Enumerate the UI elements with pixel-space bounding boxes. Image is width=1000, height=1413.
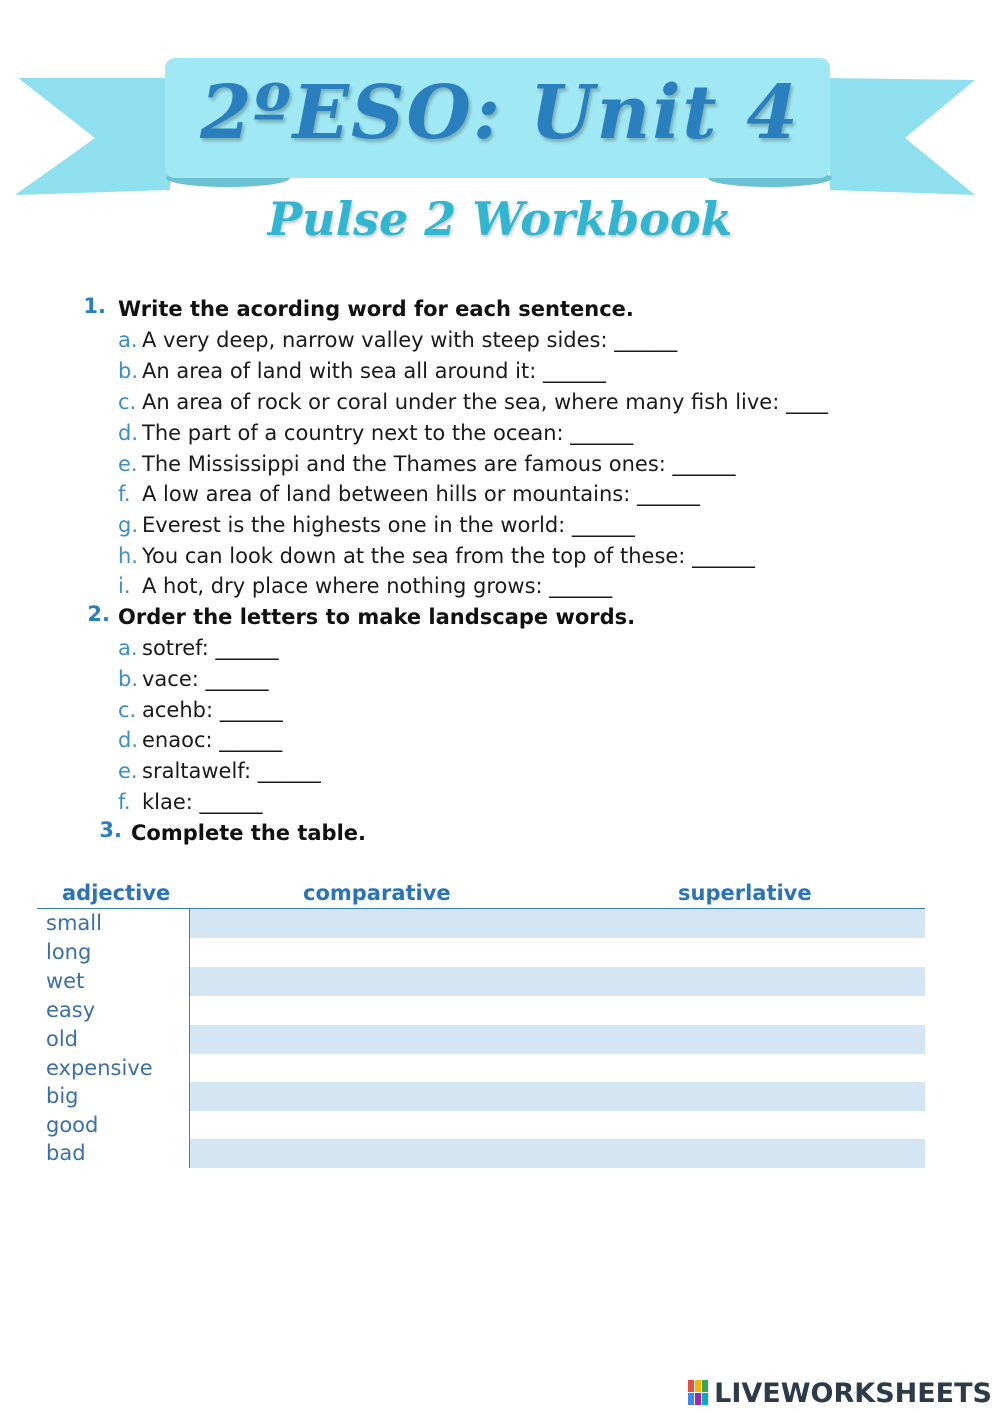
- item-text: An area of rock or coral under the sea, where many fish live: ____: [142, 390, 828, 414]
- q2-item-a: [118, 633, 279, 663]
- q1-item-c: [118, 387, 828, 417]
- page-subtitle: Pulse 2 Workbook: [267, 192, 733, 246]
- answer-cells[interactable]: [190, 1054, 925, 1083]
- table-row: [37, 967, 925, 996]
- answer-cells[interactable]: [190, 1025, 925, 1054]
- item-letter: e.: [118, 759, 138, 783]
- table-row: [37, 1054, 925, 1083]
- table-row: [37, 1111, 925, 1140]
- adjective-cell: small: [46, 911, 102, 935]
- item-text: sraltawelf: ______: [142, 759, 321, 783]
- item-letter: b.: [118, 667, 139, 691]
- q1-item-a: [118, 325, 677, 355]
- adjective-cell: old: [46, 1027, 79, 1051]
- item-text: An area of land with sea all around it: ______: [142, 359, 606, 383]
- table-column-divider: [189, 909, 190, 1168]
- item-text: klae: ______: [142, 790, 263, 814]
- adjective-cell: expensive: [46, 1056, 153, 1080]
- item-text: The part of a country next to the ocean: ______: [142, 421, 634, 445]
- item-text: A low area of land between hills or mountains: ______: [142, 482, 700, 506]
- item-letter: h.: [118, 544, 138, 568]
- answer-cells[interactable]: [190, 967, 925, 996]
- q1-item-i: [118, 571, 612, 601]
- answer-cells[interactable]: [190, 1082, 925, 1111]
- q2-item-b: [118, 664, 269, 694]
- item-letter: i.: [118, 574, 131, 598]
- page-title: 2ºESO: Unit 4: [200, 70, 800, 156]
- footer-brand-text: LIVEWORKSHEETS: [714, 1377, 992, 1409]
- answer-cells[interactable]: [190, 938, 925, 967]
- question-1-heading: Write the acording word for each sentence.: [118, 297, 634, 321]
- q2-item-c: [118, 695, 283, 725]
- q1-item-b: [118, 356, 606, 386]
- table-row: [37, 1082, 925, 1111]
- adjective-cell: wet: [46, 969, 85, 993]
- item-letter: f.: [118, 482, 131, 506]
- q1-item-h: [118, 541, 755, 571]
- answer-cells[interactable]: [190, 1111, 925, 1140]
- question-3-number: 3.: [99, 818, 122, 842]
- answer-cells[interactable]: [190, 1139, 925, 1168]
- item-text: A hot, dry place where nothing grows: ______: [142, 574, 613, 598]
- item-letter: f.: [118, 790, 131, 814]
- item-text: enaoc: ______: [142, 728, 283, 752]
- question-1-number: 1.: [83, 294, 106, 318]
- q2-item-f: [118, 787, 263, 817]
- answer-cells[interactable]: [190, 996, 925, 1025]
- table-row: [37, 1139, 925, 1168]
- table-header-adjective: adjective: [62, 881, 171, 905]
- item-letter: a.: [118, 328, 138, 352]
- table-row: [37, 938, 925, 967]
- adjective-cell: bad: [46, 1141, 86, 1165]
- item-letter: b.: [118, 359, 139, 383]
- item-text: acehb: ______: [142, 698, 283, 722]
- adjective-cell: easy: [46, 998, 96, 1022]
- question-2-number: 2.: [87, 602, 110, 626]
- footer-brand: [688, 1376, 992, 1410]
- item-text: Everest is the highests one in the world: ______: [142, 513, 635, 537]
- item-letter: d.: [118, 421, 139, 445]
- item-text: You can look down at the sea from the top of these: ______: [142, 544, 756, 568]
- q1-item-d: [118, 418, 633, 448]
- question-3-heading: Complete the table.: [131, 821, 366, 845]
- adjective-cell: big: [46, 1084, 79, 1108]
- table-row: [37, 909, 925, 938]
- item-text: A very deep, narrow valley with steep sides: ______: [142, 328, 678, 352]
- adjective-cell: good: [46, 1113, 99, 1137]
- adjective-cell: long: [46, 940, 92, 964]
- item-letter: a.: [118, 636, 138, 660]
- q1-item-e: [118, 449, 736, 479]
- question-2-heading: Order the letters to make landscape words.: [118, 605, 636, 629]
- item-letter: d.: [118, 728, 139, 752]
- q1-item-g: [118, 510, 635, 540]
- item-letter: g.: [118, 513, 139, 537]
- q1-item-f: [118, 479, 700, 509]
- table-header-comparative: comparative: [303, 881, 451, 905]
- q2-item-e: [118, 756, 321, 786]
- answer-cells[interactable]: [190, 909, 925, 938]
- item-letter: e.: [118, 452, 138, 476]
- item-text: vace: ______: [142, 667, 269, 691]
- table-row: [37, 1025, 925, 1054]
- liveworksheets-logo-icon: [688, 1380, 710, 1406]
- item-letter: c.: [118, 698, 137, 722]
- item-letter: c.: [118, 390, 137, 414]
- table-header-superlative: superlative: [678, 881, 812, 905]
- item-text: The Mississippi and the Thames are famous ones: ______: [142, 452, 736, 476]
- table-row: [37, 996, 925, 1025]
- item-text: sotref: ______: [142, 636, 279, 660]
- q2-item-d: [118, 725, 282, 755]
